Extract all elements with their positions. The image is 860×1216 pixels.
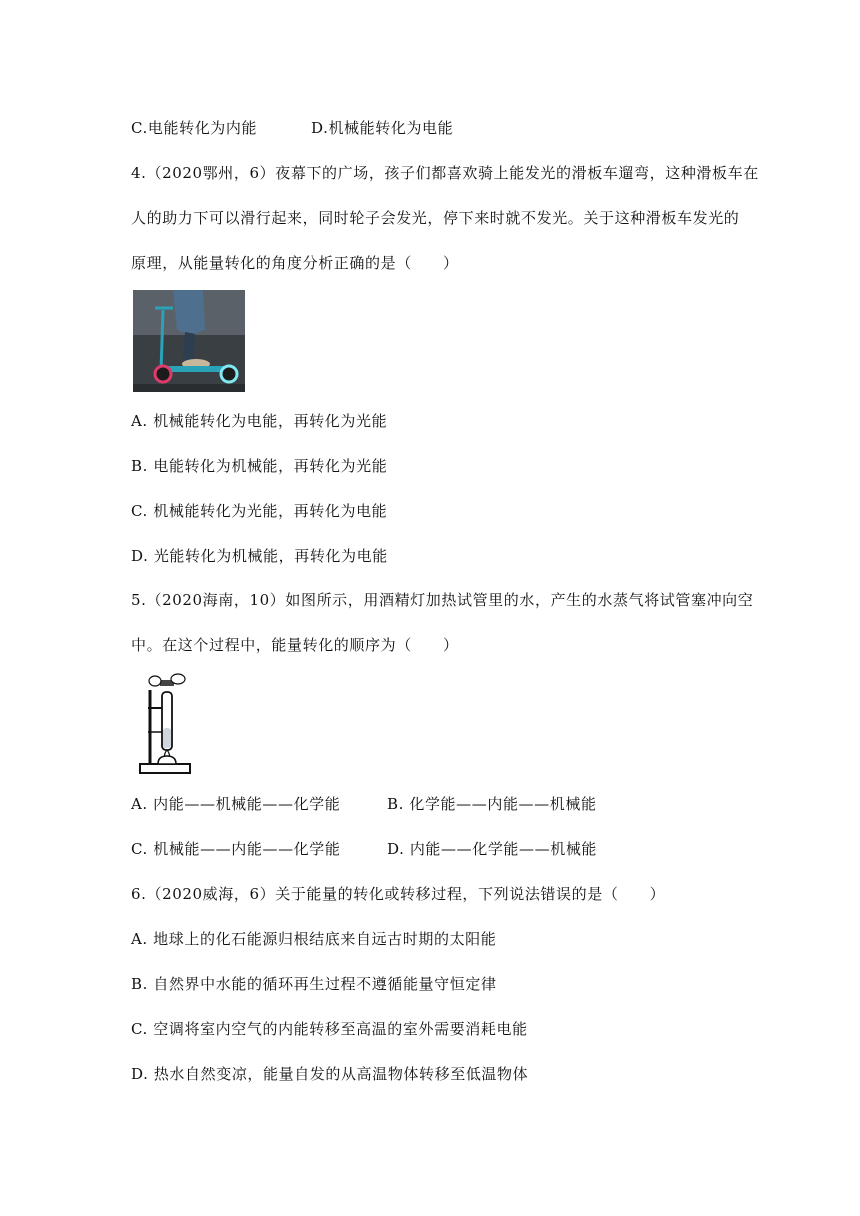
q4-option-d: D. 光能转化为机械能，再转化为电能 — [131, 547, 388, 565]
q5-option-d: D. 内能——化学能——机械能 — [387, 840, 598, 858]
q4-stem-line-1: 4.（2020鄂州，6）夜幕下的广场，孩子们都喜欢骑上能发光的滑板车遛弯，这种滑板车在 — [131, 164, 759, 182]
q4-stem-line-2: 人的助力下可以滑行起来，同时轮子会发光，停下来时就不发光。关于这种滑板车发光的 — [131, 209, 740, 227]
q6-option-d: D. 热水自然变凉，能量自发的从高温物体转移至低温物体 — [131, 1065, 529, 1083]
q3-option-d: D.机械能转化为电能 — [311, 119, 454, 137]
q3-option-c: C.电能转化为内能 — [131, 119, 258, 137]
q5-option-c: C. 机械能——内能——化学能 — [131, 840, 341, 858]
alcohol-lamp-test-tube-figure — [138, 672, 198, 776]
q5-stem-line-1: 5.（2020海南，10）如图所示，用酒精灯加热试管里的水，产生的水蒸气将试管塞冲向空 — [131, 591, 754, 609]
q5-stem-line-2: 中。在这个过程中，能量转化的顺序为（ ） — [131, 636, 459, 654]
q5-option-b: B. 化学能——内能——机械能 — [387, 795, 597, 813]
q4-option-a: A. 机械能转化为电能，再转化为光能 — [131, 412, 388, 430]
q6-option-b: B. 自然界中水能的循环再生过程不遵循能量守恒定律 — [131, 975, 497, 993]
q4-option-b: B. 电能转化为机械能，再转化为光能 — [131, 457, 388, 475]
q5-option-a: A. 内能——机械能——化学能 — [131, 795, 341, 813]
q4-stem-line-3: 原理，从能量转化的角度分析正确的是（ ） — [131, 254, 459, 272]
q6-option-c: C. 空调将室内空气的内能转移至高温的室外需要消耗电能 — [131, 1020, 528, 1038]
q6-stem: 6.（2020威海，6）关于能量的转化或转移过程，下列说法错误的是（ ） — [131, 885, 666, 903]
q4-option-c: C. 机械能转化为光能，再转化为电能 — [131, 502, 388, 520]
scooter-photo — [133, 290, 245, 392]
q6-option-a: A. 地球上的化石能源归根结底来自远古时期的太阳能 — [131, 930, 497, 948]
